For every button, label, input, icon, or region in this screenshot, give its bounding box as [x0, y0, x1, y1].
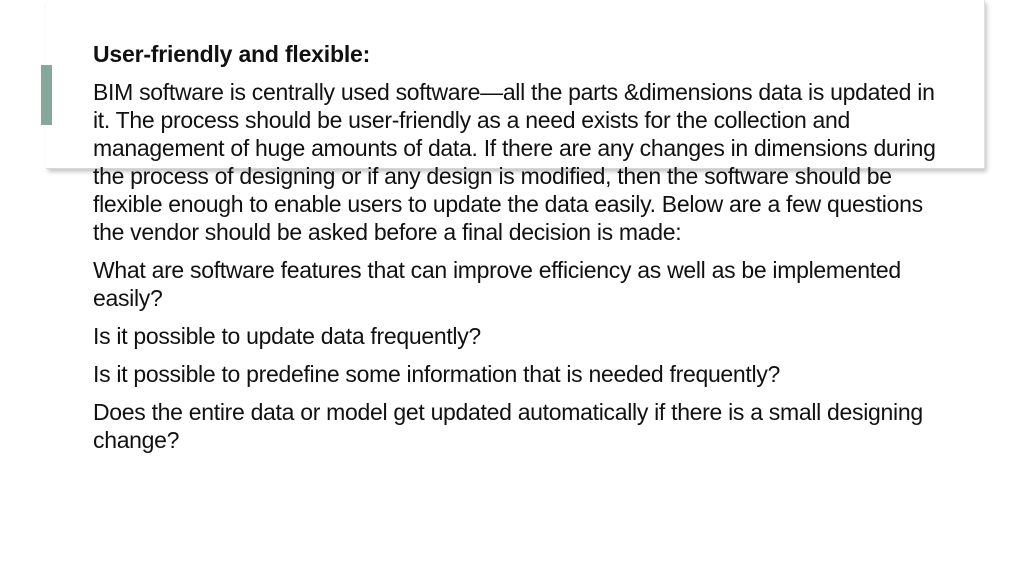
intro-paragraph: BIM software is centrally used software—all the parts &dimensions data is updated in it. The process should be user-friendly as a need exists for the collection and management of huge amounts of data. If there are any changes in dimensions during the process of designing or if any design is modified, then the software should be flexible enough to enable users to update the data easily. Below are a few questions the vendor should be asked before a final decision is made:	[93, 79, 936, 245]
question-efficiency: What are software features that can improve efficiency as well as be implemented easily?	[93, 257, 901, 311]
section-heading: User-friendly and flexible:	[93, 41, 371, 67]
question-update-frequency: Is it possible to update data frequently?	[93, 323, 481, 349]
question-auto-update: Does the entire data or model get updated automatically if there is a small designing change?	[93, 399, 923, 453]
accent-bar	[41, 65, 52, 125]
slide-content	[93, 40, 943, 464]
question-predefine-info: Is it possible to predefine some information that is needed frequently?	[93, 361, 781, 387]
